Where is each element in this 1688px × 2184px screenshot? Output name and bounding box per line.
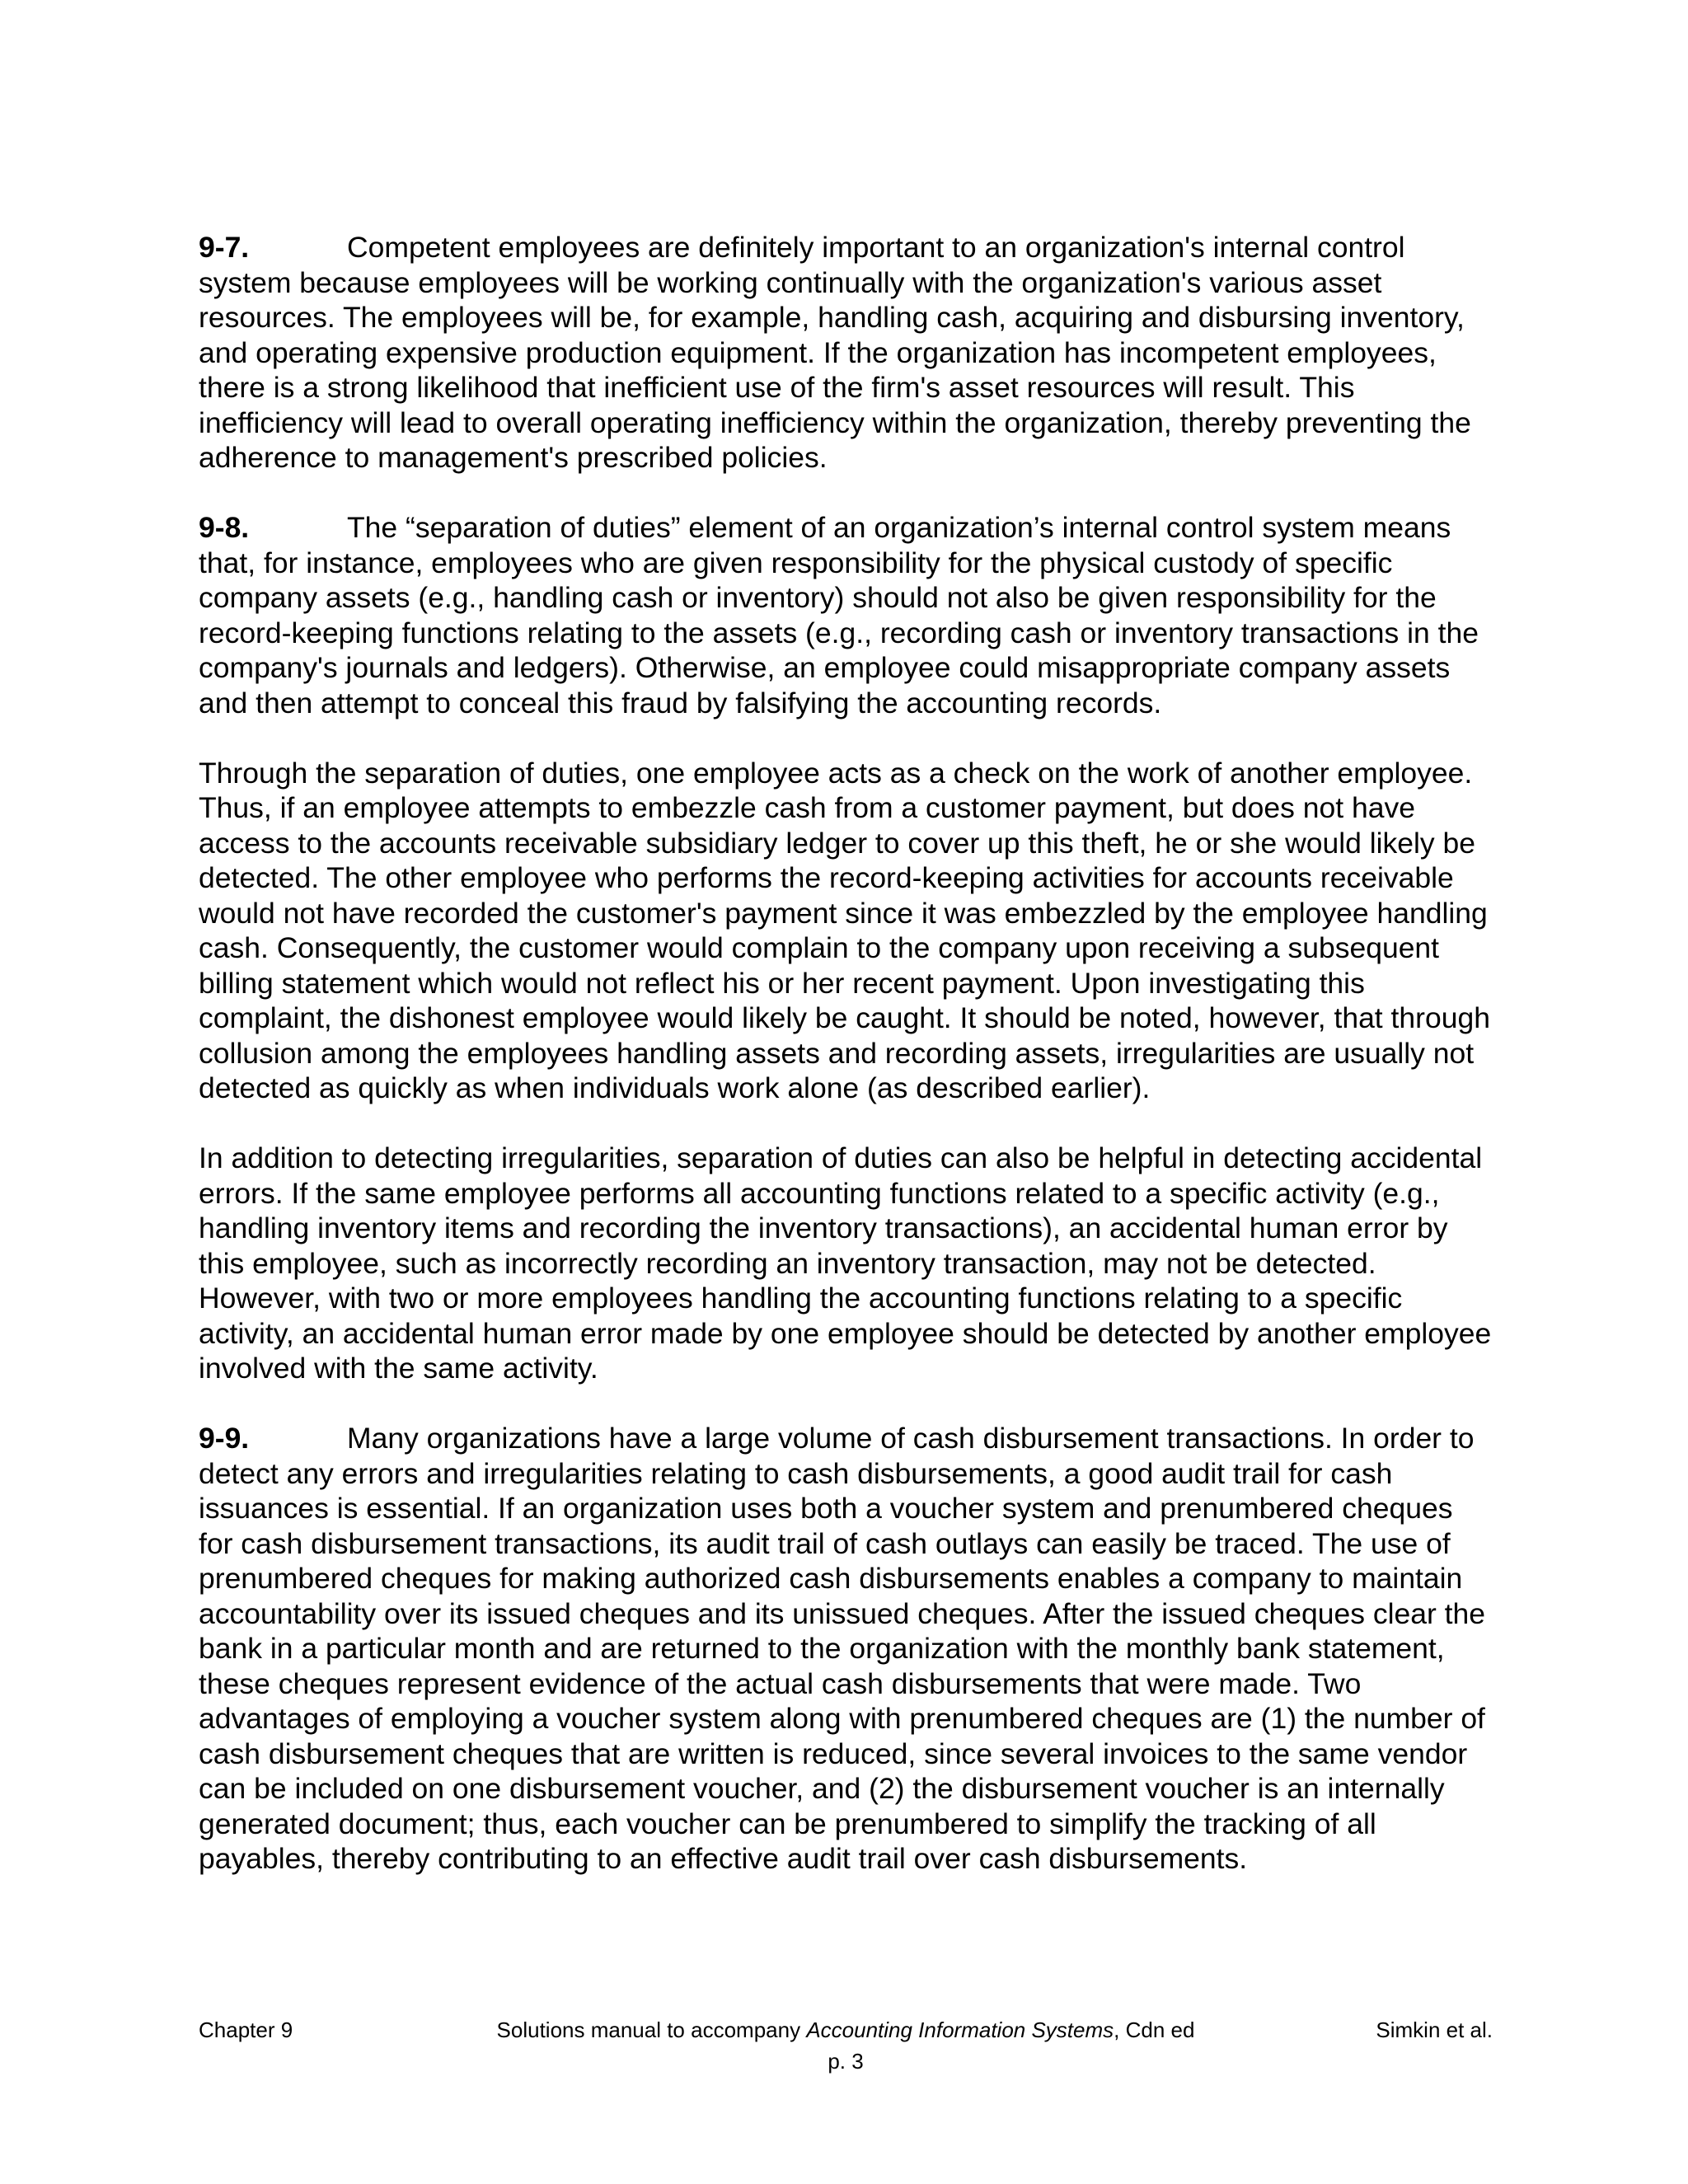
answer-number: 9-7. (199, 231, 250, 264)
footer-edition: , Cdn ed (1114, 2018, 1195, 2042)
answer-9-8-paragraph-2: Through the separation of duties, one employee acts as a check on the work of another employee. Thus, if an employee attempts to embezzle cash from a customer payment, but does not have access to the accounts receivable subsidiary ledger to cover up this theft, he or she would likely be detected. The other employee who performs the record-keeping activities for accounts receivable would not have recorded the customer's payment since it was embezzled by the employee handling cash. Consequently, the customer would complain to the company upon receiving a subsequent billing statement which would not reflect his or her recent payment. Upon investigating this complaint, the dishonest employee would likely be caught. It should be noted, however, that through collusion among the employees handling assets and recording assets, irregularities are usually not detected as quickly as when individuals work alone (as described earlier). (199, 756, 1490, 1104)
footer-row (199, 2014, 1493, 2046)
answer-9-8 (199, 510, 1493, 720)
footer-book-reference (199, 2014, 1493, 2046)
answer-9-8-paragraph-3: In addition to detecting irregularities, separation of duties can also be helpful in detecting accidental errors. If the same employee performs all accounting functions related to a specific activity (e.g., handling inventory items and recording the inventory transactions), an accidental human error by this employee, such as incorrectly recording an inventory transaction, may not be detected. However, with two or more employees handling the accounting functions relating to a specific activity, an accidental human error made by one employee should be detected by another employee involved with the same activity. (199, 1141, 1492, 1385)
answer-number: 9-9. (199, 1422, 250, 1455)
footer-prefix: Solutions manual to accompany (496, 2018, 807, 2042)
answer-text: Many organizations have a large volume of cash disbursement transactions. In order to detect any errors and irregularities relating to cash disbursements, a good audit trail for cash issuances is essential. If an organization uses both a voucher system and prenumbered cheques for cash disbursement transactions, its audit trail of cash outlays can easily be traced. The use of prenumbered cheques for making authorized cash disbursements enables a company to maintain accountability over its issued cheques and its unissued cheques. After the issued cheques clear the bank in a particular month and are returned to the organization with the monthly bank statement, these cheques represent evidence of the actual cash disbursements that were made. Two advantages of employing a voucher system along with prenumbered cheques are (1) the number of cash disbursement cheques that are written is reduced, since several invoices to the same vendor can be included on one disbursement voucher, and (2) the disbursement voucher is an internally generated document; thus, each voucher can be prenumbered to simplify the tracking of all payables, thereby contributing to an effective audit trail over cash disbursements. (199, 1422, 1485, 1875)
answer-9-7 (199, 230, 1493, 476)
answer-number: 9-8. (199, 511, 250, 544)
footer-authors: Simkin et al. (1376, 2018, 1493, 2042)
page-footer (199, 2014, 1493, 2077)
answer-text: Competent employees are definitely important to an organization's internal control system because employees will be working continually with the organization's various asset resources. The employees will be, for example, handling cash, acquiring and disbursing inventory, and operating expensive production equipment. If the organization has incompetent employees, there is a strong likelihood that inefficient use of the firm's asset resources will result. This inefficiency will lead to overall operating inefficiency within the organization, thereby preventing the adherence to management's prescribed policies. (199, 231, 1471, 474)
answer-9-9 (199, 1421, 1493, 1877)
footer-chapter: Chapter 9 (199, 2018, 293, 2042)
answer-text: The “separation of duties” element of an organization’s internal control system means that, for instance, employees who are given responsibility for the physical custody of specific company assets (e.g., handling cash or inventory) should not also be given responsibility for the record-keeping functions relating to the assets (e.g., recording cash or inventory transactions in the company's journals and ledgers). Otherwise, an employee could misappropriate company assets and then attempt to conceal this fraud by falsifying the accounting records. (199, 511, 1479, 719)
page-number: p. 3 (828, 2049, 864, 2074)
document-body (199, 230, 1493, 1877)
footer-book-title: Accounting Information Systems (806, 2018, 1114, 2042)
